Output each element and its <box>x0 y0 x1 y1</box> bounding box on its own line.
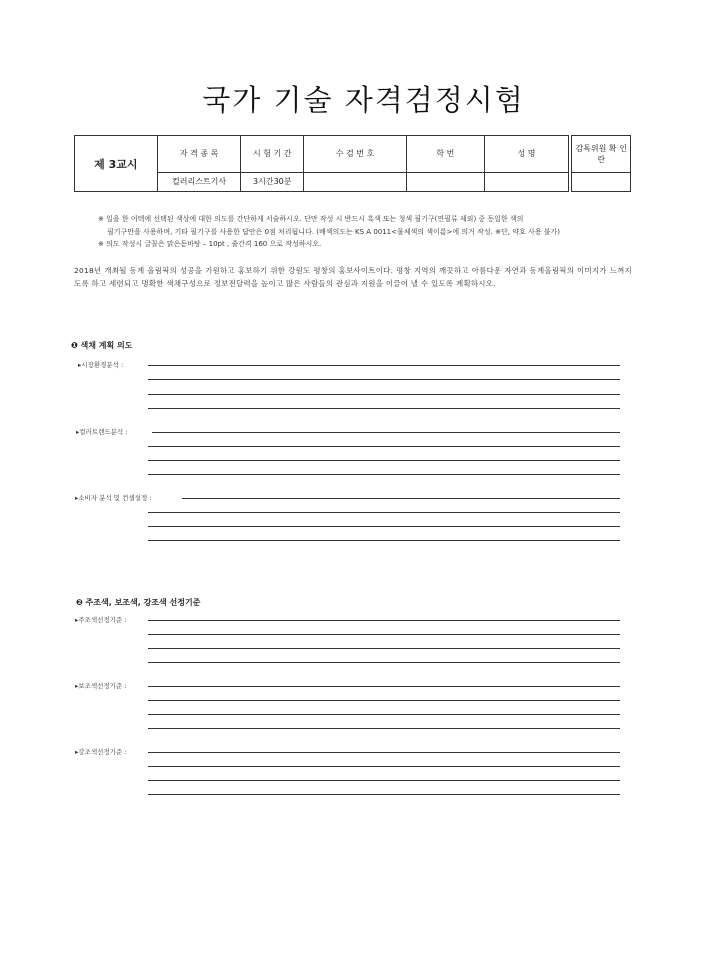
answer-line[interactable] <box>148 634 620 635</box>
supervisor-header: 감독위원 확 인 란 <box>572 136 631 173</box>
consumer-analysis-label: ▸소비자 분석 및 컨셉설정 : <box>75 494 152 502</box>
market-analysis-label: ▸시장환경분석 : <box>78 361 124 369</box>
answer-line[interactable] <box>148 648 620 649</box>
answer-line[interactable] <box>148 620 620 621</box>
exam-number-field[interactable] <box>304 172 407 191</box>
answer-line[interactable] <box>148 512 620 513</box>
section-title-color-criteria: ❷ 주조색, 보조색, 강조색 선정기준 <box>76 598 201 607</box>
time-value: 3시간30분 <box>241 172 304 191</box>
note-line: ※ 의도 작성시 글꼴은 맑은돋바탕 – 10pt , 줄간격 160 으로 작성하시오. <box>98 240 322 248</box>
page-title: 국가 기술 자격검정시험 <box>202 83 525 117</box>
section-title-color-plan: ❶ 색채 계획 의도 <box>71 341 133 350</box>
exam-info-table <box>74 135 631 192</box>
answer-line[interactable] <box>148 728 620 729</box>
answer-line[interactable] <box>148 365 620 366</box>
answer-line[interactable] <box>148 446 620 447</box>
answer-line[interactable] <box>148 780 620 781</box>
exam-number-header: 수 검 번 호 <box>304 136 407 173</box>
answer-line[interactable] <box>148 460 620 461</box>
answer-line[interactable] <box>148 752 620 753</box>
answer-line[interactable] <box>152 432 620 433</box>
answer-line[interactable] <box>148 379 620 380</box>
answer-line[interactable] <box>148 408 620 409</box>
answer-line[interactable] <box>148 700 620 701</box>
answer-line[interactable] <box>148 766 620 767</box>
notes <box>98 213 560 251</box>
answer-line[interactable] <box>182 498 620 499</box>
answer-line[interactable] <box>148 540 620 541</box>
answer-line[interactable] <box>148 474 620 475</box>
sub-color-criteria-label: ▸보조색선정기준 : <box>75 682 127 690</box>
name-field[interactable] <box>484 172 569 191</box>
instruction-text: 2018년 개최될 동계 올림픽의 성공을 기원하고 홍보하기 위한 강원도 평창의 홍보사이트이다. 평창 지역의 깨끗하고 아름다운 자연과 동계올림픽의 이미지가 느껴지도록 하고 세련되고 명확한 색채구성으로 정보전달력을 높이고 많은 사람들의 관심과 지원을 이끌어 낼 수 있도록 계획하시오. <box>74 266 632 288</box>
answer-line[interactable] <box>148 714 620 715</box>
main-color-criteria-label: ▸주조색선정기준 : <box>75 616 127 624</box>
subject-value: 컬러리스트기사 <box>157 172 241 191</box>
student-number-field[interactable] <box>406 172 484 191</box>
answer-line[interactable] <box>148 526 620 527</box>
answer-line[interactable] <box>148 662 620 663</box>
session-label: 제 3교시 <box>75 136 158 192</box>
color-trend-label: ▸컬러트렌드분석 : <box>76 428 128 436</box>
time-header: 시 험 기 간 <box>241 136 304 173</box>
answer-line[interactable] <box>148 794 620 795</box>
note-line: 필기구만을 사용하며, 기타 필기구를 사용한 답안은 0점 처리됩니다. (배색의도는 KS A 0011<물체색의 색이름>에 의거 작성. ※단, 약호 사용 불가) <box>107 227 560 236</box>
note-line: ※ 일을 한 어텍에 선택된 색상에 대한 의도를 간단하게 서술하시오. 단만 작성 시 반드시 흑색 또는 청색 필기구(연필류 제외) 중 동일한 색의 <box>98 215 524 223</box>
name-header: 성 명 <box>484 136 569 173</box>
subject-header: 자 격 종 목 <box>157 136 241 173</box>
accent-color-criteria-label: ▸강조색선정기준 : <box>75 748 127 756</box>
student-number-header: 학 번 <box>406 136 484 173</box>
answer-line[interactable] <box>148 394 620 395</box>
supervisor-sign-field[interactable] <box>572 172 631 191</box>
answer-line[interactable] <box>148 686 620 687</box>
